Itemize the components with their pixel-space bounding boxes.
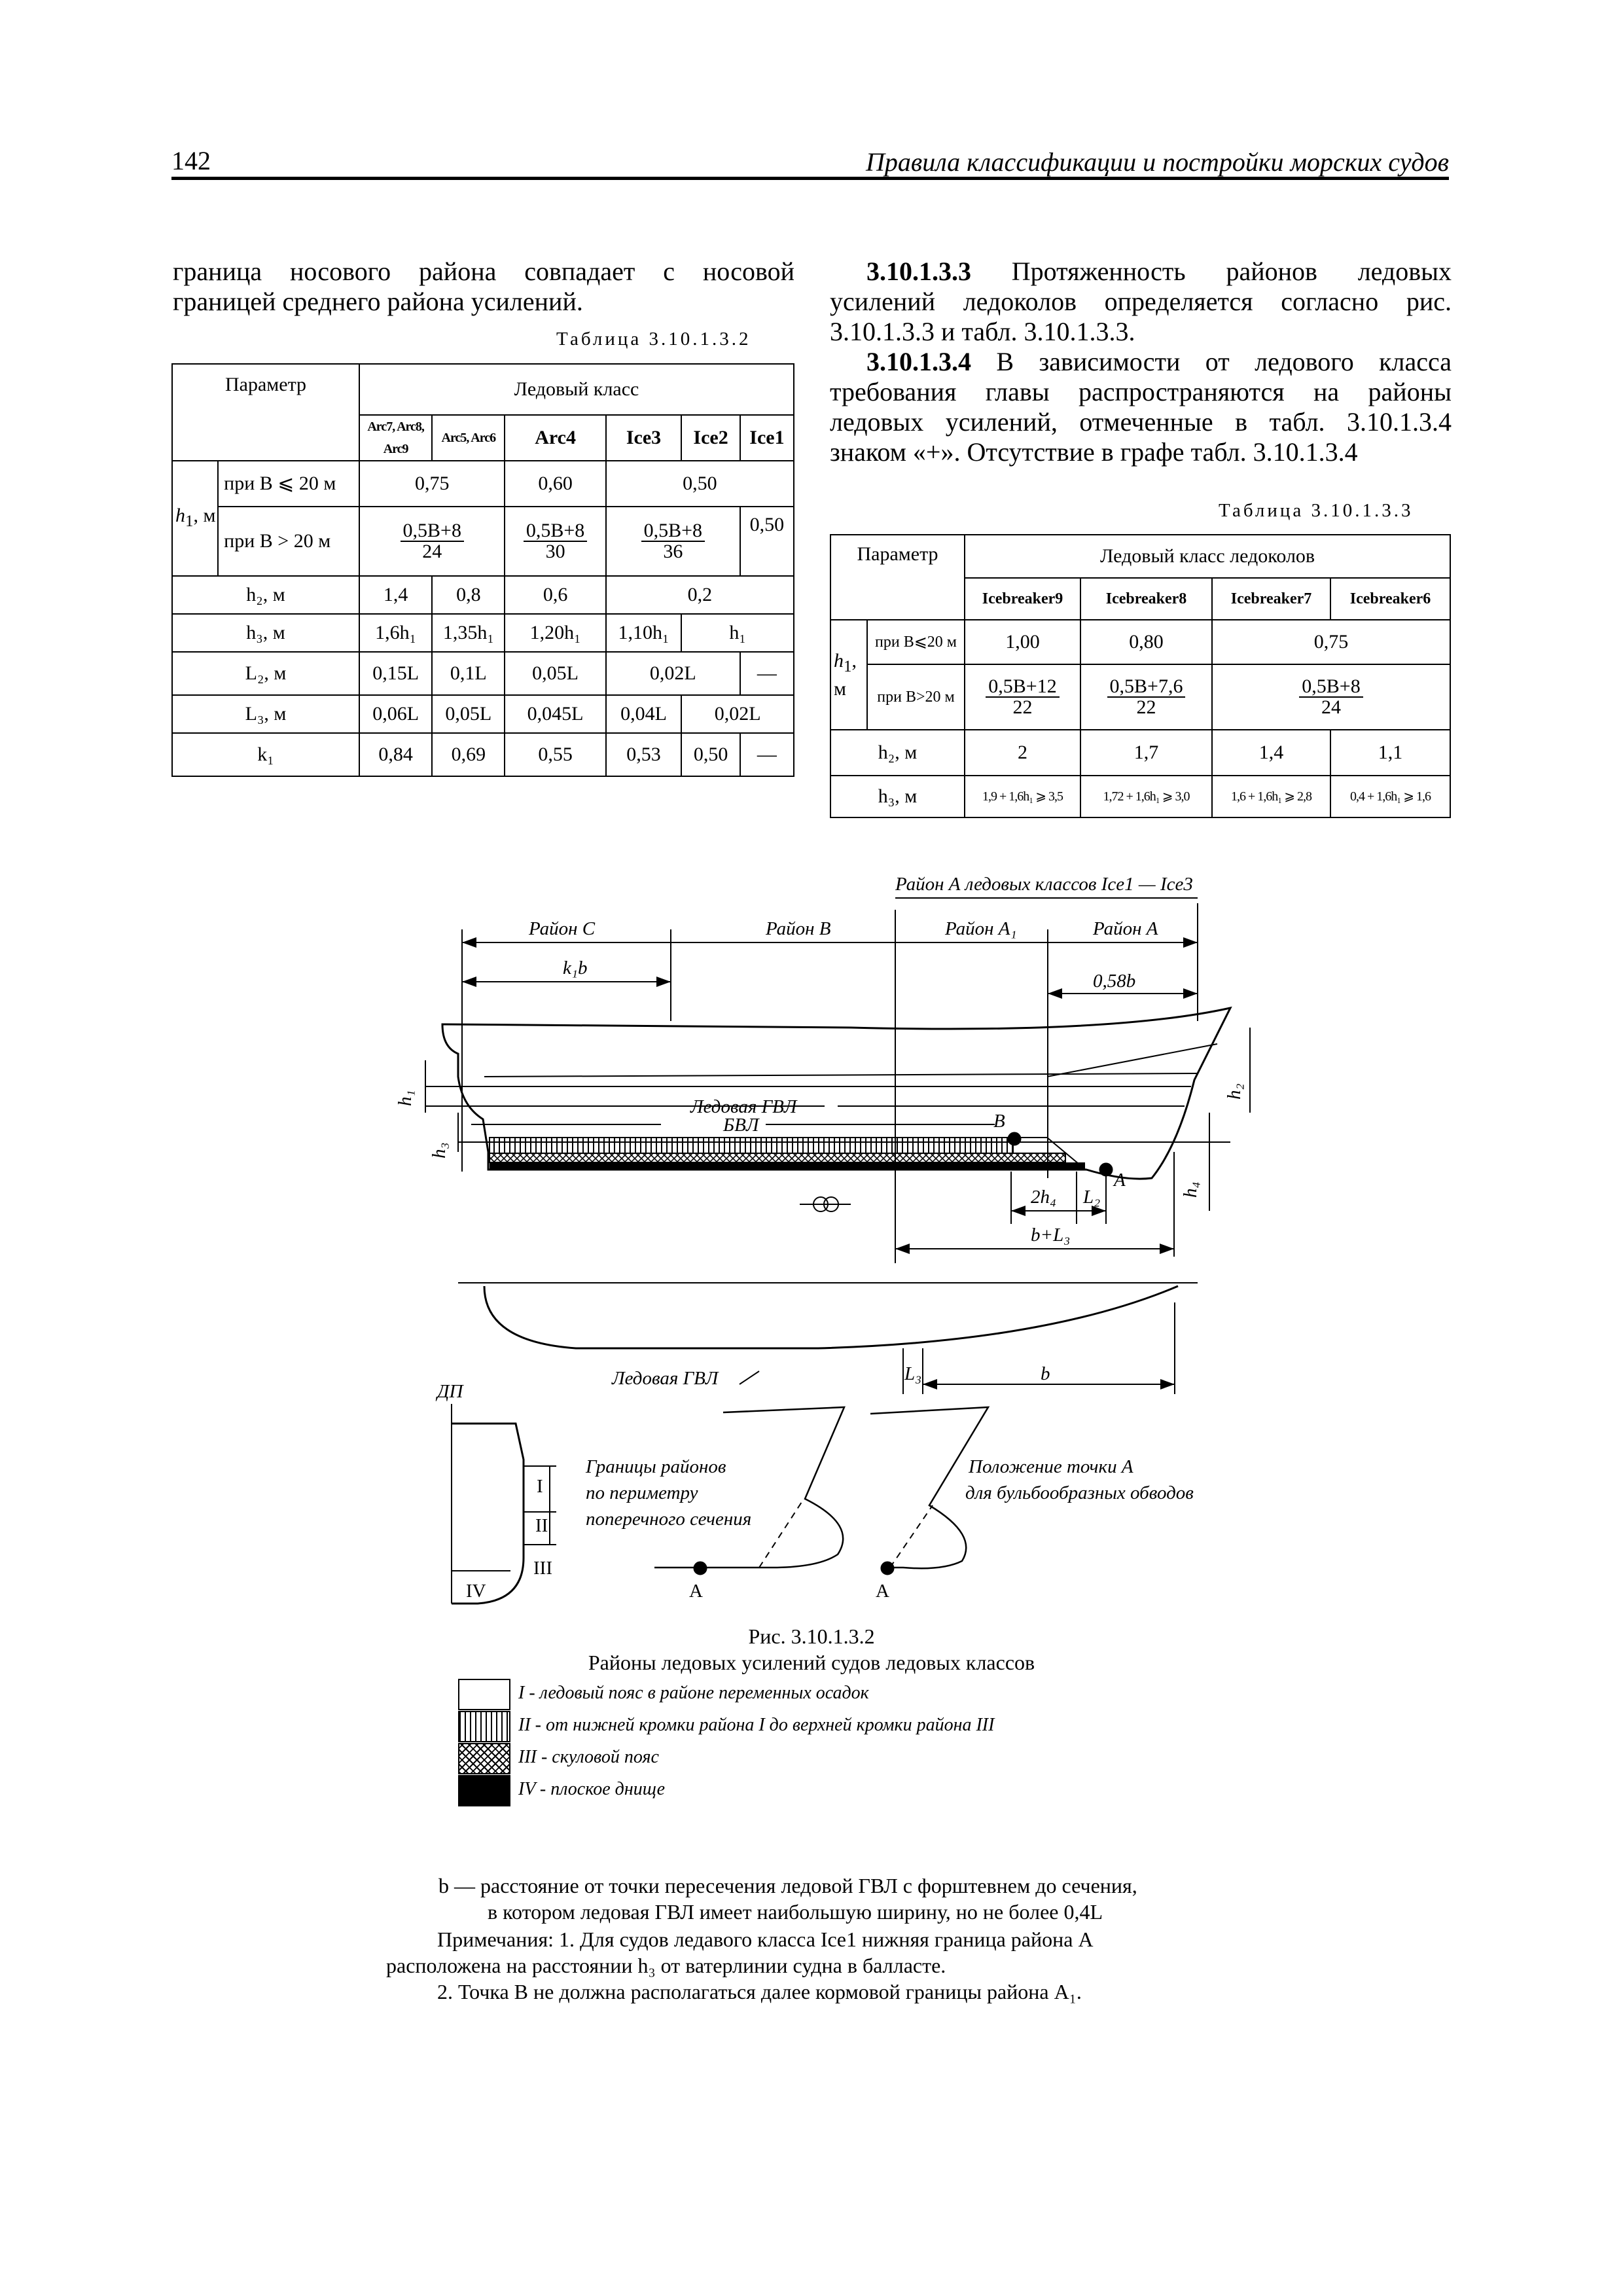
t2-row-b20-label: при B⩽20 м — [867, 620, 965, 664]
fig-pointA-2: для бульбообразных обводов — [965, 1482, 1194, 1503]
t1-h3-label: h₃, м — [172, 614, 359, 652]
fig-borders-1: Границы районов — [586, 1456, 726, 1477]
para-3-10-1-3-4: 3.10.1.3.4 В зависимости от ледового класса требования главы распространяются на районы ледовых усилений, отмеченные в табл. 3.10.1.3.4 знаком «+». Отсутствие в графе табл. 3.10.1.3.4 — [830, 347, 1452, 467]
fig-pointA-1: Положение точки А — [969, 1456, 1133, 1477]
t1-L2-v3: 0,05L — [505, 652, 605, 695]
t2-row-bgt-label: при B>20 м — [867, 664, 965, 730]
note-1a: Примечания: 1. Для судов ледавого класса Ice1 нижняя граница района А — [437, 1928, 1094, 1951]
t1-col-ice1: Ice1 — [740, 415, 794, 461]
t1-k1-v3: 0,55 — [505, 733, 605, 776]
t1-h2-label: h₂, м — [172, 576, 359, 614]
t1-L2-v5: — — [740, 652, 794, 695]
fig-k1b: k₁b — [563, 958, 588, 978]
t1-k1-v4: 0,53 — [606, 733, 682, 776]
t2-h2-v4: 1,1 — [1330, 730, 1450, 776]
fig-h3: h₃ — [429, 1142, 450, 1158]
t1-k1-v2: 0,69 — [432, 733, 505, 776]
t1-h2-v3: 0,6 — [505, 576, 605, 614]
fig-section-a1: A — [689, 1581, 703, 1602]
t1-row-b20-label: при B ⩽ 20 м — [218, 461, 359, 507]
t1-h2-v1: 1,4 — [359, 576, 432, 614]
fig-borders-3: поперечного сечения — [586, 1509, 752, 1530]
para-3-10-1-3-3: 3.10.1.3.3 Протяженность районов ледовых усилений ледоколов определяется согласно рис. 3.10.1.3.3 и табл. 3.10.1.3.3. — [830, 257, 1452, 346]
fig-section-a2: A — [876, 1581, 889, 1602]
legend-swatch-blank — [458, 1679, 510, 1710]
b-definition-2: в котором ледовая ГВЛ имеет наибольшую ширину, но не более 0,4L — [488, 1900, 1103, 1924]
t1-col-arc4: Arc4 — [505, 415, 605, 461]
t1-L3-v3: 0,045L — [505, 695, 605, 733]
t2-ice-class-header: Ледовый класс ледоколов — [965, 535, 1450, 578]
t2-h1-bgt-v2: $\frac{0,5B+7,6}{22}$ — [1080, 664, 1212, 730]
t1-L3-v2: 0,05L — [432, 695, 505, 733]
t2-h1-b20-v3: 0,75 — [1212, 620, 1450, 664]
t1-h3-v5: h₁ — [681, 614, 794, 652]
table2-caption: Таблица 3.10.1.3.3 — [1219, 500, 1414, 521]
t1-param-header: Параметр — [172, 364, 359, 461]
fig-region-a1: Район А₁ — [945, 918, 1017, 939]
legend-swatch-cross-hatch — [458, 1743, 510, 1774]
t2-col-icebreaker9: Icebreaker9 — [965, 578, 1080, 620]
t2-h3-v2: 1,72 + 1,6h₁ ⩾ 3,0 — [1080, 776, 1212, 817]
running-title: Правила классификации и постройки морских судов — [865, 147, 1449, 177]
t1-h2-v2: 0,8 — [432, 576, 505, 614]
t1-h3-v4: 1,10h₁ — [606, 614, 682, 652]
t1-k1-v6: — — [740, 733, 794, 776]
fig-L3: L₃ — [904, 1363, 922, 1384]
t1-h3-v2: 1,35h₁ — [432, 614, 505, 652]
fig-h2: h₂ — [1224, 1083, 1245, 1100]
fig-b: b — [1041, 1363, 1050, 1384]
fig-roman-1: I — [537, 1476, 543, 1497]
t2-param-header: Параметр — [830, 535, 965, 620]
fig-roman-2: II — [535, 1515, 548, 1536]
fig-ice-gvl-plan: Ледовая ГВЛ — [612, 1368, 719, 1389]
t1-L3-v1: 0,06L — [359, 695, 432, 733]
table1-caption: Таблица 3.10.1.3.2 — [556, 329, 751, 350]
t1-h1-label: $h_1$, м — [172, 461, 218, 576]
fig-dp: ДП — [437, 1381, 463, 1402]
t2-h1-b20-v1: 1,00 — [965, 620, 1080, 664]
fig-region-a: Район А — [1093, 918, 1158, 939]
t1-h3-v1: 1,6h₁ — [359, 614, 432, 652]
t2-h3-v1: 1,9 + 1,6h₁ ⩾ 3,5 — [965, 776, 1080, 817]
t1-L2-v2: 0,1L — [432, 652, 505, 695]
figure-number: Рис. 3.10.1.3.2 — [748, 1624, 875, 1648]
t1-h1-bgt-ice1: 0,50 — [740, 507, 794, 576]
t1-k1-v5: 0,50 — [681, 733, 740, 776]
t1-L3-label: L₃, м — [172, 695, 359, 733]
t1-col-arc56: Arc5, Arc6 — [432, 415, 505, 461]
t1-h1-b20-arc4: 0,60 — [505, 461, 605, 507]
fig-L2: L₂ — [1083, 1187, 1101, 1208]
fig-roman-4: IV — [466, 1581, 486, 1602]
t2-h2-v1: 2 — [965, 730, 1080, 776]
legend-swatch-solid — [458, 1775, 510, 1806]
t2-h1-bgt-v1: $\frac{0,5B+12}{22}$ — [965, 664, 1080, 730]
t1-col-ice3: Ice3 — [606, 415, 682, 461]
t1-ice-class-header: Ледовый класс — [359, 364, 794, 415]
t2-col-icebreaker8: Icebreaker8 — [1080, 578, 1212, 620]
t2-h3-label: h₃, м — [830, 776, 965, 817]
t2-col-icebreaker7: Icebreaker7 — [1212, 578, 1330, 620]
fig-h4: h₄ — [1180, 1181, 1201, 1198]
figure-title: Районы ледовых усилений судов ледовых классов — [588, 1651, 1035, 1674]
t1-h1-bgt-arc4: $\frac{0,5B+8}{30}$ — [505, 507, 605, 576]
fig-region-b: Район В — [766, 918, 831, 939]
t2-h3-v3: 1,6 + 1,6h₁ ⩾ 2,8 — [1212, 776, 1330, 817]
t1-L2-v4: 0,02L — [606, 652, 740, 695]
t1-h3-v3: 1,20h₁ — [505, 614, 605, 652]
page: 142 Правила классификации и постройки морских судов граница носового района совпадает с носовой границей среднего района усилений. Таблица 3.10.1.3.2 Параметр Ледовый класс Arc7, Arc8, Arc9 Arc5, Arc6 Arc4 Ice3 Ice2 Ice1 $h_1$, м при B ⩽ 20 м 0,75 0,60 0,50 при B > 20 м $\frac{0,5B+8}{24}$ $\frac{0,5B+8}{30}$ $\frac{0,5B+8}{36}$ 0,50 h₂, м 1,4 0,8 0,6 0,2 h₃, м 1,6h₁ 1,35h₁ 1,20h₁ 1,10h₁ h₁ L₂, м 0,15L 0,1L 0,05L 0,02L — L₃, м 0,06L 0,05L 0,045L 0,04L 0,02L k₁ 0,84 0,69 0,55 0,53 0,50 — 3.10.1.3.3 Протяженность районов ледовых усилений ледоколов определяется согласно рис. 3.10.1.3.3 и табл. 3.10.1.3.3. 3.10.1.3.4 В зависимости от ледового класса требования главы распространяются на районы ледовых усилений, отмеченные в табл. 3.10.1.3.4 знаком «+». Отсутствие в графе табл. 3.10.1.3.4 Таблица 3.10.1.3.3 Параметр Ледовый класс ледоколов Icebreaker9 Icebreaker8 Icebreaker7 Icebreaker6 $h_1$, м при B⩽20 м 1,00 0,80 0,75 при B>20 м $\frac{0,5B+12}{22}$ $\frac{0,5B+7,6}{22}$ $\frac{0,5B+8}{24}$ h₂, м 2 1,7 1,4 1,1 h₃, м 1,9 + 1,6h₁ ⩾ 3,5 1,72 + 1,6h₁ ⩾ 3,0 1,6 + 1,6h₁ ⩾ 2,8 0,4 + 1,6h₁ ⩾ 1,6 Район А ледовых классов Ice1 — Ice3 Район С Район В Район А₁ Район А k₁b 0,58b Ледовая ГВЛ БВЛ B A h₁ h₃ h₂ h₄ 2h₄ L₂ b+L₃ Ледовая ГВЛ L₃ b ДП I II III IV Границы районов по периметру поперечного сечения Положение точки А для бульбообразных обводов A A Рис. 3.10.1.3.2 Районы ледовых усилений судов ледовых классов I - ледовый пояс в районе переменных осадок II - от нижней кромки района I до верхней кромки района III III - скуловой пояс IV - плоское днище b — расстояние от точки пересечения ледовой ГВЛ с форштевнем до сечения, в котором ледовая ГВЛ имеет наибольшую ширину, но не более 0,4L Примечания: 1. Для судов ледавого класса Ice1 нижняя граница района А расположена на расстоянии h₃ от ватерлинии судна в балласте. 2. Точка B не должна располагаться далее кормовой границы района A₁. — [0, 0, 1623, 2296]
fig-2h4: 2h₄ — [1031, 1187, 1057, 1208]
t1-row-bgt-label: при B > 20 м — [218, 507, 359, 576]
t2-col-icebreaker6: Icebreaker6 — [1330, 578, 1450, 620]
fig-058b: 0,58b — [1093, 971, 1136, 992]
t1-col-arc789: Arc7, Arc8, Arc9 — [359, 415, 432, 461]
fig-ice-gvl: Ледовая ГВЛ — [690, 1096, 797, 1117]
t1-L3-v4: 0,04L — [606, 695, 682, 733]
t2-h1-label: $h_1$, м — [830, 620, 867, 730]
fig-point-a: A — [1114, 1170, 1126, 1191]
t2-h1-bgt-v3: $\frac{0,5B+8}{24}$ — [1212, 664, 1450, 730]
fig-top-label: Район А ледовых классов Ice1 — Ice3 — [895, 874, 1193, 895]
note-1b: расположена на расстоянии h₃ от ватерлинии судна в балласте. — [386, 1954, 946, 1977]
t1-col-ice2: Ice2 — [681, 415, 740, 461]
t2-h2-label: h₂, м — [830, 730, 965, 776]
fig-bvl: БВЛ — [723, 1115, 759, 1136]
t1-h1-bgt-ice3-2: $\frac{0,5B+8}{36}$ — [606, 507, 740, 576]
legend-swatch-vertical-hatch — [458, 1711, 510, 1742]
fig-bL3: b+L₃ — [1031, 1225, 1071, 1246]
t1-L2-v1: 0,15L — [359, 652, 432, 695]
t1-L2-label: L₂, м — [172, 652, 359, 695]
left-line-1: граница носового района совпадает с носовой — [173, 257, 794, 286]
t1-h1-b20-ice: 0,50 — [606, 461, 794, 507]
fig-point-b: B — [993, 1111, 1005, 1132]
left-line-2: границей среднего района усилений. — [173, 287, 583, 316]
t1-k1-v1: 0,84 — [359, 733, 432, 776]
fig-borders-2: по периметру — [586, 1482, 698, 1503]
t2-h2-v2: 1,7 — [1080, 730, 1212, 776]
fig-region-c: Район С — [529, 918, 596, 939]
t2-h2-v3: 1,4 — [1212, 730, 1330, 776]
t1-h1-b20-arc5-9: 0,75 — [359, 461, 505, 507]
t1-h2-v4: 0,2 — [606, 576, 794, 614]
fig-h1: h₁ — [395, 1090, 416, 1106]
fig-roman-3: III — [533, 1558, 552, 1579]
t1-h1-bgt-arc5-9: $\frac{0,5B+8}{24}$ — [359, 507, 505, 576]
t2-h3-v4: 0,4 + 1,6h₁ ⩾ 1,6 — [1330, 776, 1450, 817]
t1-k1-label: k₁ — [172, 733, 359, 776]
page-number: 142 — [171, 146, 211, 175]
t1-L3-v5: 0,02L — [681, 695, 794, 733]
note-2: 2. Точка B не должна располагаться далее кормовой границы района A₁. — [437, 1980, 1082, 2003]
b-definition-1: b — расстояние от точки пересечения ледовой ГВЛ с форштевнем до сечения, — [438, 1874, 1137, 1897]
t2-h1-b20-v2: 0,80 — [1080, 620, 1212, 664]
